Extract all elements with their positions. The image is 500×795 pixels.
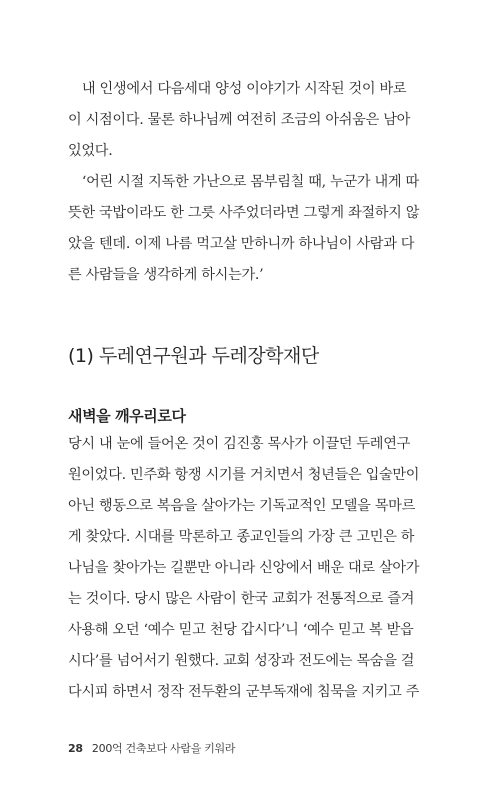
text-line: 내 인생에서 다음세대 양성 이야기가 시작된 것이 바로 <box>68 81 407 97</box>
text-line: 있었다. <box>68 143 113 159</box>
text-line: 른 사람들을 생각하게 하시는가.’ <box>68 267 264 283</box>
section-heading: (1) 두레연구원과 두레장학재단 <box>68 345 319 367</box>
page-footer <box>68 740 235 756</box>
text-line: 이 시점이다. 물론 하나님께 여전히 조금의 아쉬움은 남아 <box>68 112 410 128</box>
subheading: 새벽을 깨우리로다 <box>68 407 186 425</box>
paragraph-body <box>68 429 440 708</box>
text-line: 당시 내 눈에 들어온 것이 김진홍 목사가 이끌던 두레연구 <box>68 436 410 452</box>
text-line: 사용해 오던 ‘예수 믿고 천당 갑시다’니 ‘예수 믿고 복 받읍 <box>68 622 414 638</box>
page-number: 28 <box>68 742 83 755</box>
running-title: 200억 건축보다 사람을 키워라 <box>91 742 236 755</box>
text-line: 게 찾았다. 시대를 막론하고 종교인들의 가장 큰 고민은 하 <box>68 529 415 545</box>
text-line: 시다’를 넘어서기 원했다. 교회 성장과 전도에는 목숨을 걸 <box>68 653 415 669</box>
paragraph-quote <box>68 167 440 291</box>
text-line: 았을 텐데. 이제 나름 먹고살 만하니까 하나님이 사람과 다 <box>68 236 415 252</box>
text-line: 뜻한 국밥이라도 한 그릇 사주었더라면 그렇게 좌절하지 않 <box>68 205 420 221</box>
text-line: ‘어린 시절 지독한 가난으로 몸부림칠 때, 누군가 내게 따 <box>68 174 419 190</box>
text-line: 다시피 하면서 정작 전두환의 군부독재에 침묵을 지키고 주 <box>68 684 420 700</box>
text-line: 는 것이다. 당시 많은 사람이 한국 교회가 전통적으로 즐겨 <box>68 591 415 607</box>
text-line: 원이었다. 민주화 항쟁 시기를 거치면서 청년들은 입술만이 <box>68 467 420 483</box>
paragraph-intro <box>68 74 440 167</box>
text-line: 나님을 찾아가는 길뿐만 아니라 신앙에서 배운 대로 살아가 <box>68 560 420 576</box>
text-line: 아닌 행동으로 복음을 살아가는 기독교적인 모델을 목마르 <box>68 498 415 514</box>
